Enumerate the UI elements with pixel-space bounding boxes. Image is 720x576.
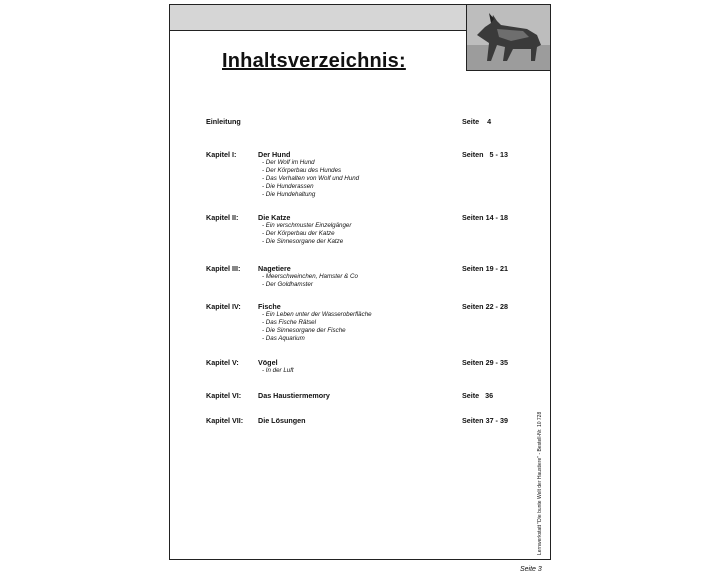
toc-subtopics xyxy=(262,311,372,343)
toc-chapter-label: Kapitel II: xyxy=(206,213,239,222)
toc-subtopic: - Ein verschmuster Einzelgänger xyxy=(262,222,352,229)
dog-photo xyxy=(466,5,550,71)
toc-subtopic: - Das Aquarium xyxy=(262,335,305,342)
toc-subtopic: - Der Goldhamster xyxy=(262,281,313,288)
toc-page-ref: Seite 36 xyxy=(462,391,494,400)
toc-subtopic: - Der Wolf im Hund xyxy=(262,159,315,166)
toc-chapter-label: Einleitung xyxy=(206,117,241,126)
toc-subtopic: - Der Körperbau der Katze xyxy=(262,230,335,237)
toc-chapter-label: Kapitel VI: xyxy=(206,391,242,400)
toc-page-ref: Seiten 29 - 35 xyxy=(462,358,508,367)
toc-subtopic: - Meerschweinchen, Hamster & Co xyxy=(262,273,358,280)
toc-chapter-name: Die Lösungen xyxy=(258,416,306,425)
toc-chapter-name: Nagetiere xyxy=(258,264,291,273)
toc-subtopics xyxy=(262,367,294,375)
side-imprint-text: Lernwerkstatt "Die bunte Welt der Haustiere" - Bestell-Nr. 10 728 xyxy=(537,411,543,555)
toc-page-ref: Seiten 22 - 28 xyxy=(462,302,508,311)
toc-subtopic: - Ein Leben unter der Wasseroberfläche xyxy=(262,311,372,318)
page-number: Seite 3 xyxy=(520,566,542,573)
toc-subtopics xyxy=(262,222,351,246)
toc-subtopics xyxy=(262,159,359,199)
toc-page-ref: Seiten 19 - 21 xyxy=(462,264,508,273)
toc-chapter-name: Die Katze xyxy=(258,213,291,222)
toc-chapter-name: Der Hund xyxy=(258,150,291,159)
toc-subtopic: - Die Sinnesorgane der Fische xyxy=(262,327,346,334)
side-imprint xyxy=(533,315,547,555)
toc-subtopic: - Die Hunderassen xyxy=(262,183,314,190)
toc-chapter-label: Kapitel V: xyxy=(206,358,239,367)
toc-subtopic: - Das Verhalten von Wolf und Hund xyxy=(262,175,360,182)
toc-page-ref: Seiten 5 - 13 xyxy=(462,150,508,159)
toc-subtopics xyxy=(262,273,358,289)
toc-chapter-label: Kapitel I: xyxy=(206,150,237,159)
toc-subtopic: - Die Hundehaltung xyxy=(262,191,316,198)
page-title: Inhaltsverzeichnis: xyxy=(222,50,406,72)
toc-subtopic: - In der Luft xyxy=(262,367,294,374)
toc-chapter-name: Vögel xyxy=(258,358,278,367)
toc-subtopic: - Das Fische Rätsel xyxy=(262,319,316,326)
toc-chapter-label: Kapitel IV: xyxy=(206,302,241,311)
toc-chapter-name: Fische xyxy=(258,302,281,311)
toc-chapter-label: Kapitel III: xyxy=(206,264,241,273)
toc-page-ref: Seite 4 xyxy=(462,117,492,126)
toc-chapter-name: Das Haustiermemory xyxy=(258,391,330,400)
header-bar xyxy=(170,5,468,31)
toc-page-ref: Seiten 37 - 39 xyxy=(462,416,508,425)
toc-subtopic: - Die Sinnesorgane der Katze xyxy=(262,238,344,245)
toc-chapter-label: Kapitel VII: xyxy=(206,416,244,425)
toc-subtopic: - Der Körperbau des Hundes xyxy=(262,167,342,174)
worksheet-page xyxy=(169,4,551,560)
toc-page-ref: Seiten 14 - 18 xyxy=(462,213,508,222)
